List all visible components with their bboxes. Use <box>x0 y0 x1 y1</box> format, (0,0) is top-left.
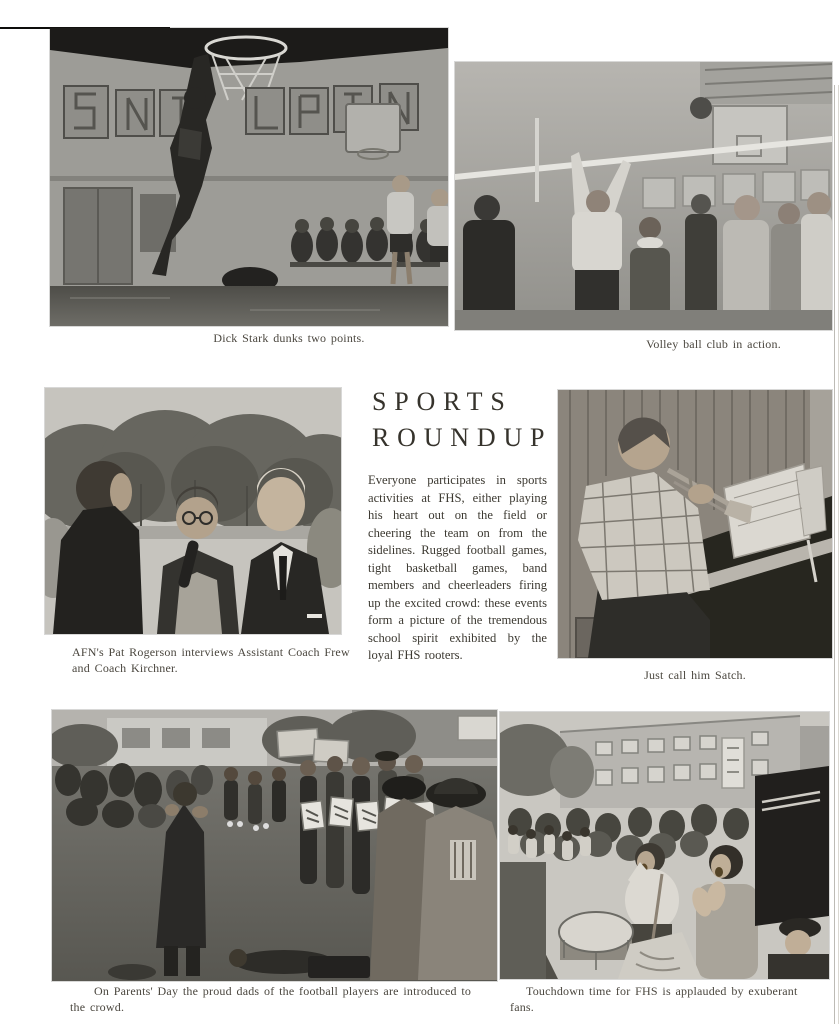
title-line-2: ROUNDUP <box>372 423 553 452</box>
photo-caption: Dick Stark dunks two points. <box>213 331 365 345</box>
photo-volleyball <box>455 62 832 330</box>
page-title <box>372 384 552 456</box>
parents-day-photo-illustration <box>52 710 497 981</box>
touchdown-fans-photo-illustration <box>500 712 829 979</box>
photo-caption: Touchdown time for FHS is applauded by exuberant fans. <box>510 984 798 1014</box>
photo-caption: Volley ball club in action. <box>646 337 781 351</box>
volleyball-photo-illustration <box>455 62 832 330</box>
basketball-photo-illustration <box>50 28 448 326</box>
photo-trumpet <box>558 390 832 658</box>
photo-caption: Just call him Satch. <box>644 668 746 682</box>
interview-photo-illustration <box>45 388 341 634</box>
page-edge-line-outer <box>838 85 839 1024</box>
photo-basketball <box>50 28 448 326</box>
photo-interview <box>45 388 341 634</box>
trumpet-photo-illustration <box>558 390 832 658</box>
photo-caption: On Parents' Day the proud dads of the football players are introduced to the crowd. <box>70 984 472 1014</box>
article-body: Everyone participates in sports activities at FHS, either playing his heart out on the field or cheering the team on from the sidelines. Rugged football games, tight basketball games, band members and cheerleaders firing up the excited crowd: these events form a picture of the tremendous school spirit exhibited by the loyal FHS rooters. <box>368 473 547 662</box>
photo-parents-day <box>52 710 497 981</box>
page-edge-line <box>834 85 835 1024</box>
photo-caption: AFN's Pat Rogerson interviews Assistant Coach Frew and Coach Kirchner. <box>72 645 350 675</box>
photo-touchdown-fans <box>500 712 829 979</box>
title-line-1: SPORTS <box>372 387 513 416</box>
